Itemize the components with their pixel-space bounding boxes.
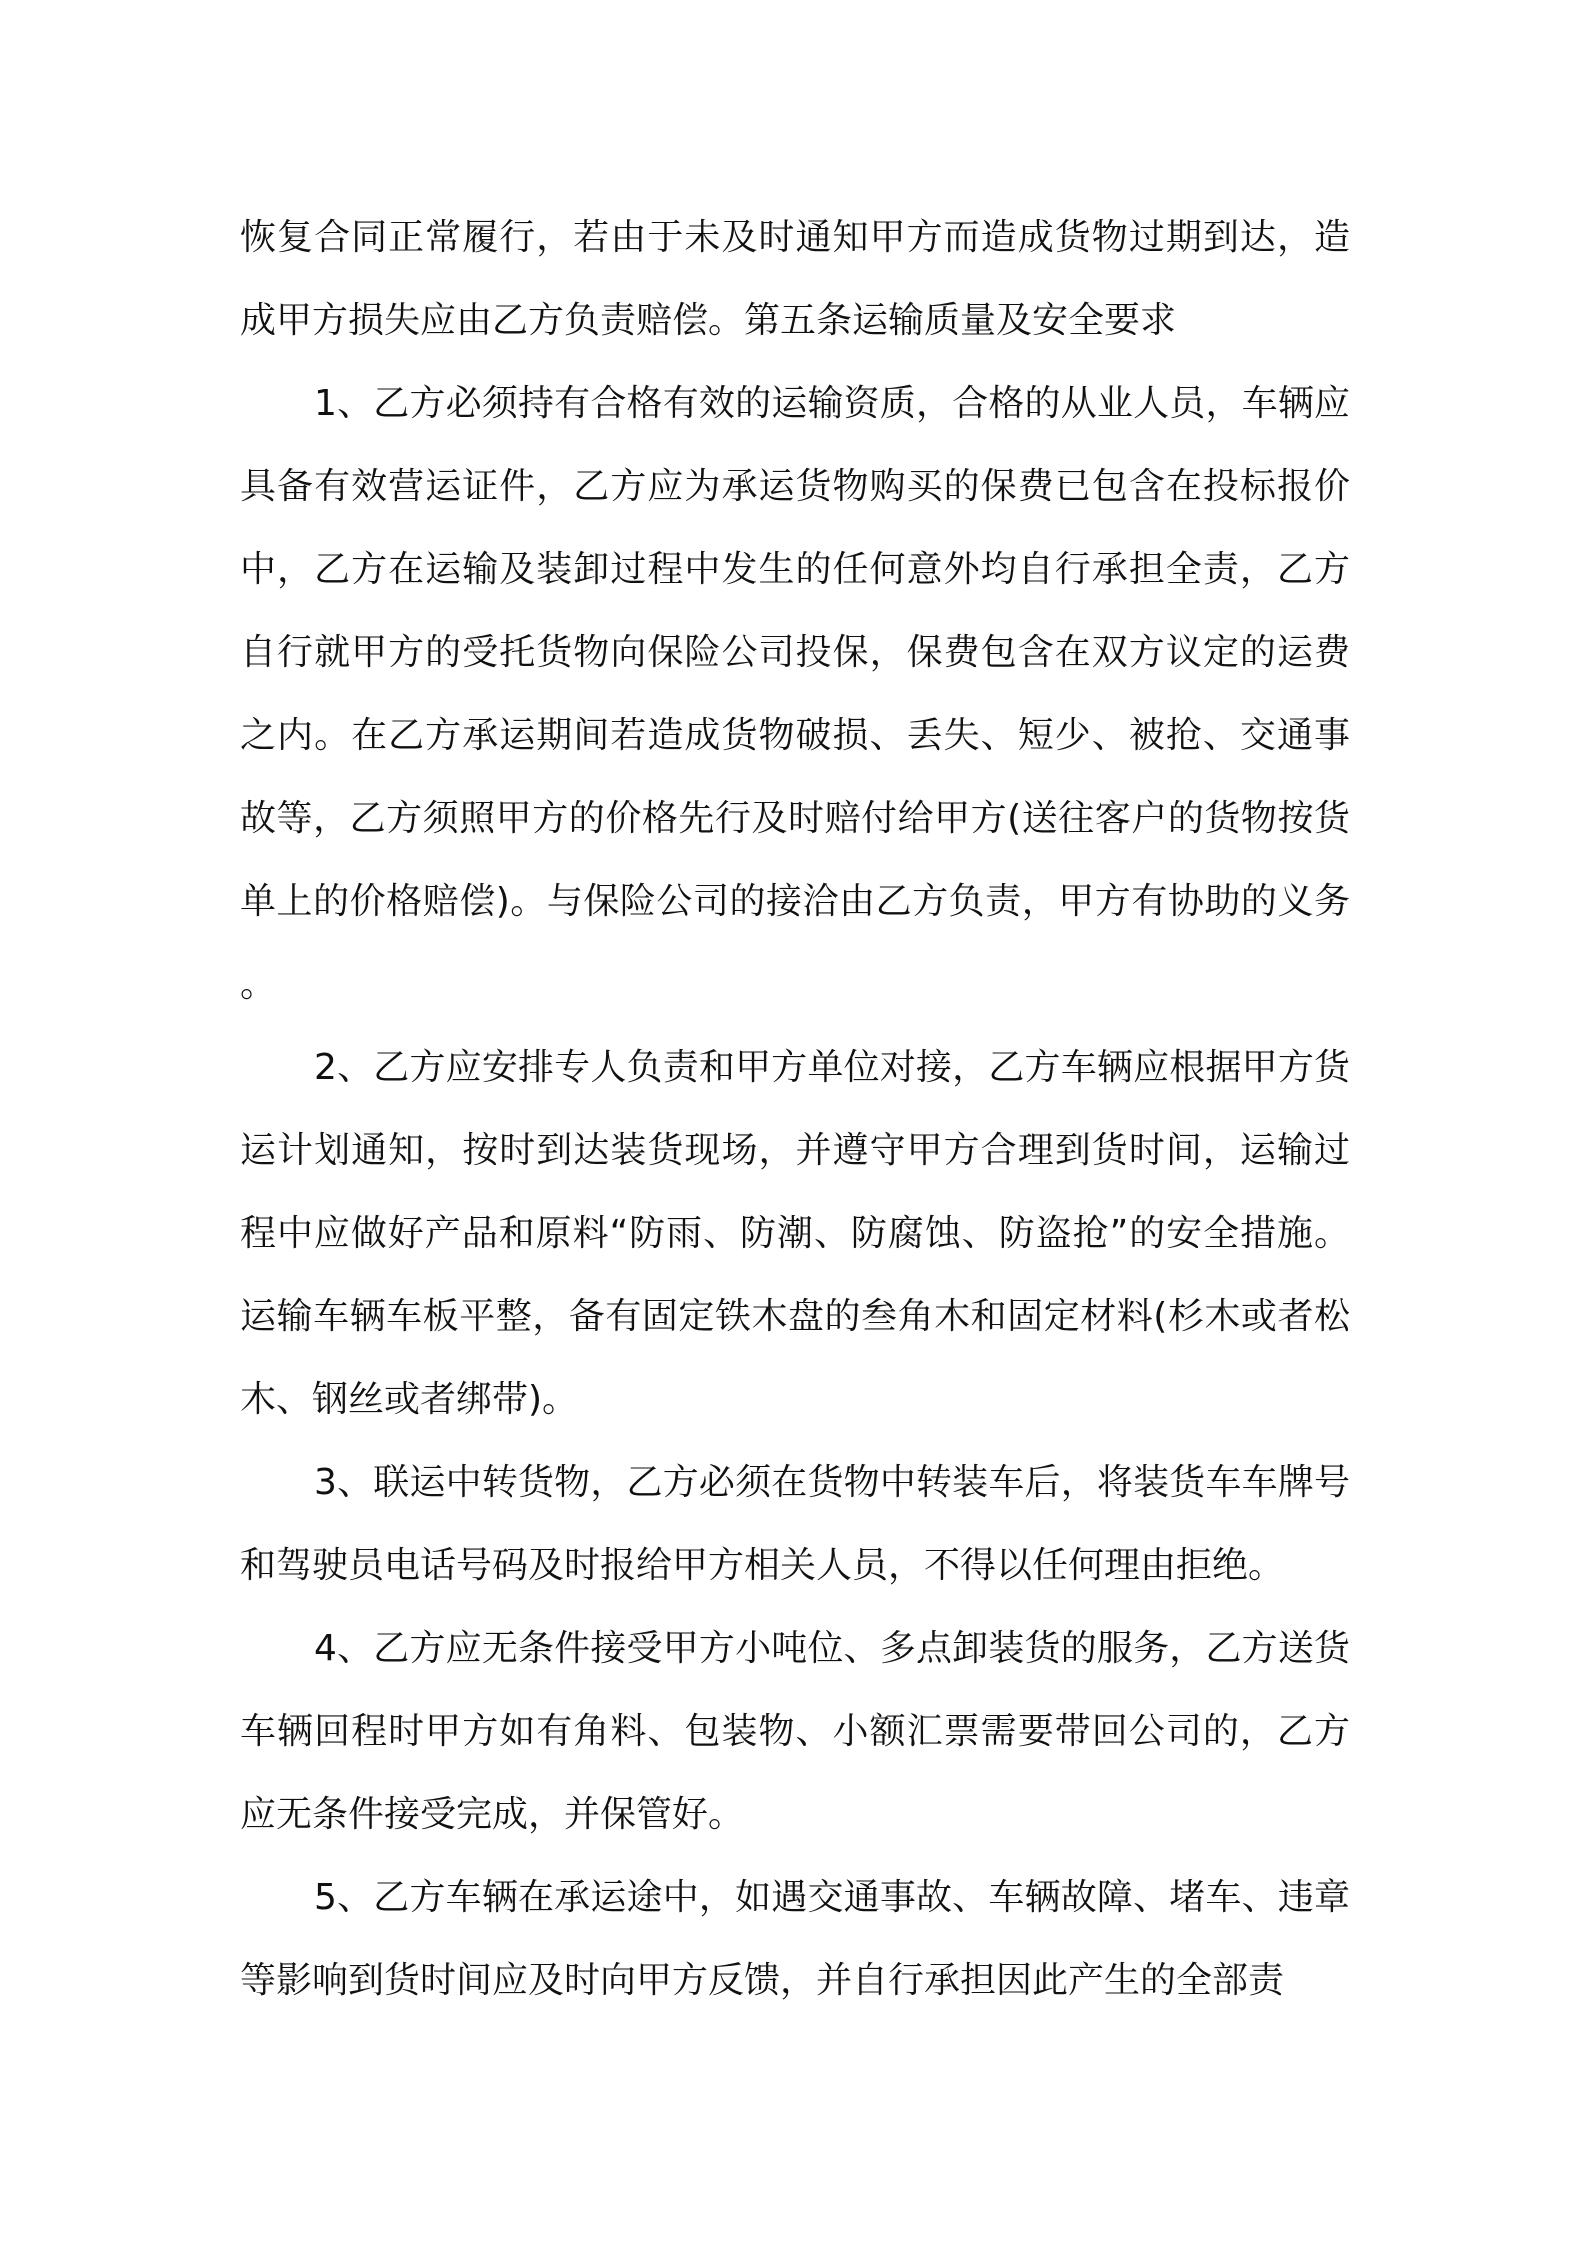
paragraph-clause-2: 2、乙方应安排专人负责和甲方单位对接，乙方车辆应根据甲方货运计划通知，按时到达装货现场，并遵守甲方合理到货时间，运输过程中应做好产品和原料“防雨、防潮、防腐蚀、防盗抢”的安全措施。运输车辆车板平整，备有固定铁木盘的叁角木和固定材料(杉木或者松木、钢丝或者绑带)。 xyxy=(240,1047,1350,1420)
paragraph-clause-1: 1、乙方必须持有合格有效的运输资质，合格的从业人员，车辆应具备有效营运证件，乙方应为承运货物购买的保费已包含在投标报价中，乙方在运输及装卸过程中发生的任何意外均自行承担全责，乙方自行就甲方的受托货物向保险公司投保，保费包含在双方议定的运费之内。在乙方承运期间若造成货物破损、丢失、短少、被抢、交通事故等，乙方须照甲方的价格先行及时赔付给甲方(送往客户的货物按货单上的价格赔偿)。与保险公司的接洽由乙方负责，甲方有协助的义务。 xyxy=(240,383,1350,1005)
paragraph-continuation: 恢复合同正常履行，若由于未及时通知甲方而造成货物过期到达，造成甲方损失应由乙方负责赔偿。第五条运输质量及安全要求 xyxy=(240,217,1350,341)
paragraph-clause-4: 4、乙方应无条件接受甲方小吨位、多点卸装货的服务，乙方送货车辆回程时甲方如有角料、包装物、小额汇票需要带回公司的，乙方应无条件接受完成，并保管好。 xyxy=(240,1628,1350,1835)
paragraph-clause-5: 5、乙方车辆在承运途中，如遇交通事故、车辆故障、堵车、违章等影响到货时间应及时向甲方反馈，并自行承担因此产生的全部责 xyxy=(240,1877,1350,2001)
document-body xyxy=(240,196,1350,2022)
paragraph-clause-3: 3、联运中转货物，乙方必须在货物中转装车后，将装货车车牌号和驾驶员电话号码及时报给甲方相关人员，不得以任何理由拒绝。 xyxy=(240,1462,1350,1586)
